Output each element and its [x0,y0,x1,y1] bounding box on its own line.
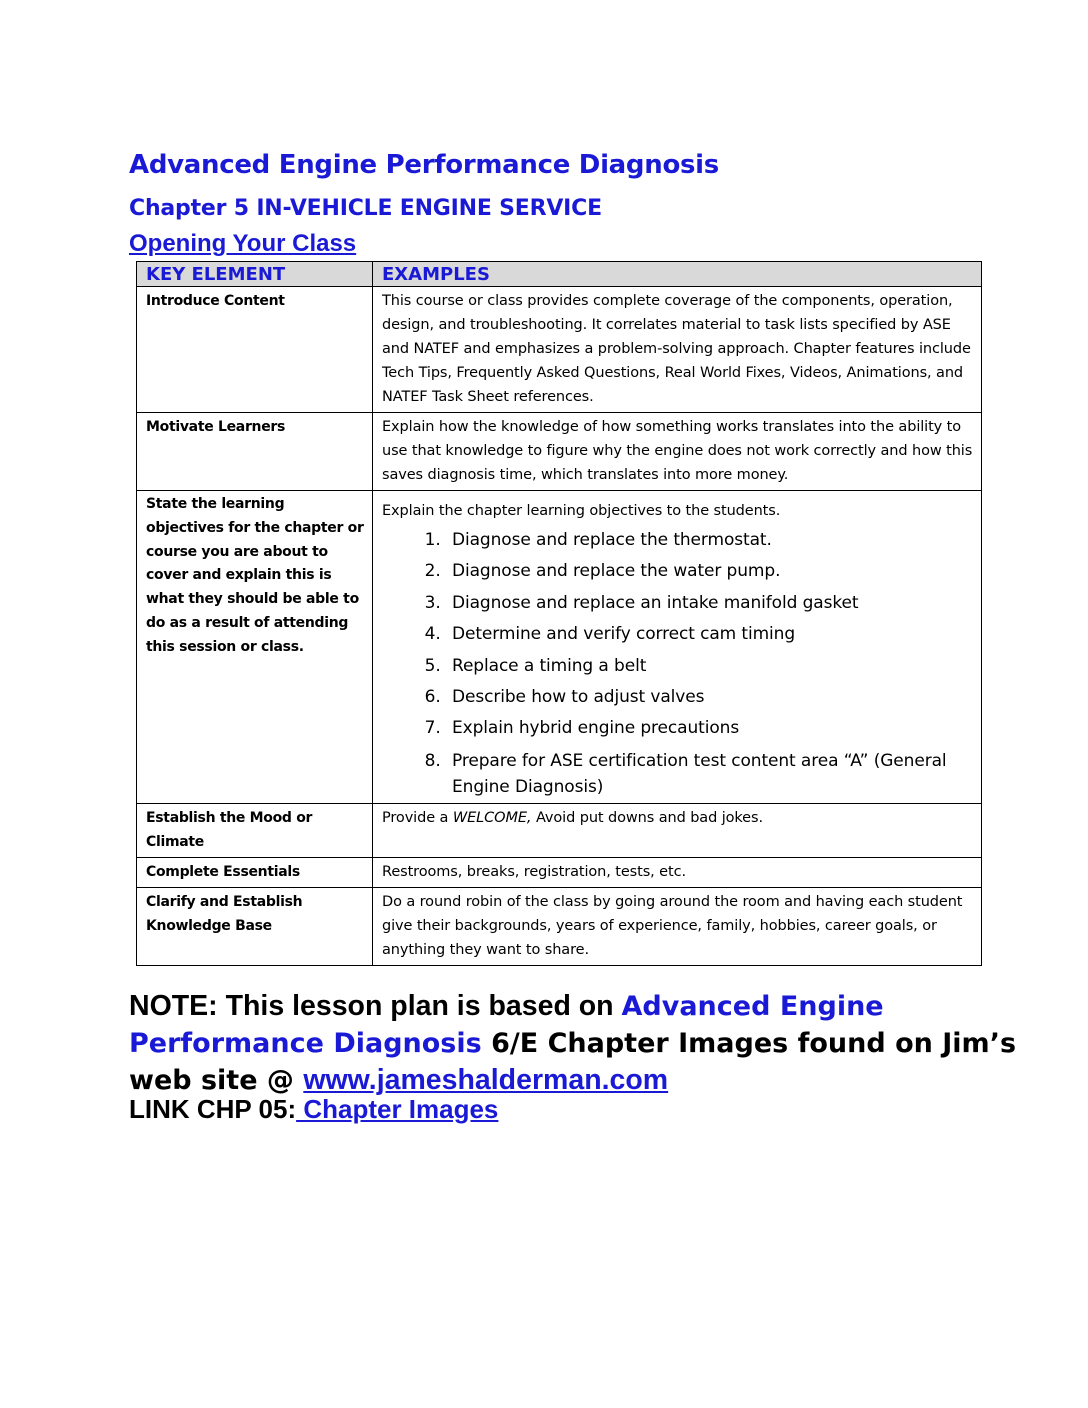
list-item: 2. Diagnose and replace the water pump. [446,556,973,587]
table-row [137,491,982,804]
document-title: Advanced Engine Performance Diagnosis [129,150,719,180]
example-cell [373,491,982,804]
objectives-intro: Explain the chapter learning objectives to the students. [382,503,781,519]
chapter-images-line: LINK CHP 05: Chapter Images [129,1094,499,1124]
example-cell: Explain how the knowledge of how something works translates into the ability to use that knowledge to figure why the engine does not work correctly and how this saves diagnosis time, which translates into more money. [373,413,982,491]
table-row [137,857,982,887]
example-cell: Restrooms, breaks, registration, tests, etc. [373,857,982,887]
table-header-row [137,262,982,287]
list-item: 3. Diagnose and replace an intake manifold gasket [446,588,973,619]
welcome-emphasis: WELCOME, [452,809,532,826]
key-element-cell: Complete Essentials [137,857,373,887]
key-element-table [136,261,982,966]
list-item: 5. Replace a timing a belt [446,651,973,682]
key-element-cell: Motivate Learners [137,413,373,491]
example-cell: Do a round robin of the class by going around the room and having each student give their backgrounds, years of experience, family, hobbies, career goals, or anything they want to share. [373,887,982,965]
key-element-cell: State the learning objectives for the chapter or course you are about to cover and explain this is what they should be able to do as a result of attending this session or class. [137,491,373,804]
objectives-list [382,525,973,800]
column-header-examples: EXAMPLES [373,262,982,287]
list-item: 6. Describe how to adjust valves [446,682,973,713]
note-paragraph: NOTE: This lesson plan is based on Advanced Engine Performance Diagnosis 6/E Chapter Images found on Jim’s web site @ www.jameshalderman.com [129,990,1017,1096]
example-cell: This course or class provides complete coverage of the components, operation, design, and troubleshooting. It correlates material to task lists specified by ASE and NATEF and emphasizes a problem-solving approach. Chapter features include Tech Tips, Frequently Asked Questions, Real World Fixes, Videos, Animations, and NATEF Task Sheet references. [373,287,982,413]
example-cell: Provide a WELCOME, Avoid put downs and bad jokes. [373,803,982,857]
table-row [137,887,982,965]
chapter-images-link[interactable]: Chapter Images [296,1094,499,1124]
opening-your-class-link[interactable]: Opening Your Class [129,230,357,257]
column-header-key-element: KEY ELEMENT [137,262,373,287]
key-element-cell: Introduce Content [137,287,373,413]
chapter-heading: Chapter 5 IN-VEHICLE ENGINE SERVICE [129,196,602,221]
list-item: 7. Explain hybrid engine precautions [446,713,973,744]
book-title: Advanced Engine Performance Diagnosis [129,991,884,1059]
table-row [137,287,982,413]
key-element-cell: Clarify and Establish Knowledge Base [137,887,373,965]
table-row [137,413,982,491]
key-element-cell: Establish the Mood or Climate [137,803,373,857]
table-row [137,803,982,857]
list-item: 8. Prepare for ASE certification test content area “A” (General Engine Diagnosis) [446,745,973,800]
website-link[interactable]: www.jameshalderman.com [303,1064,669,1096]
list-item: 1. Diagnose and replace the thermostat. [446,525,973,556]
list-item: 4. Determine and verify correct cam timing [446,619,973,650]
